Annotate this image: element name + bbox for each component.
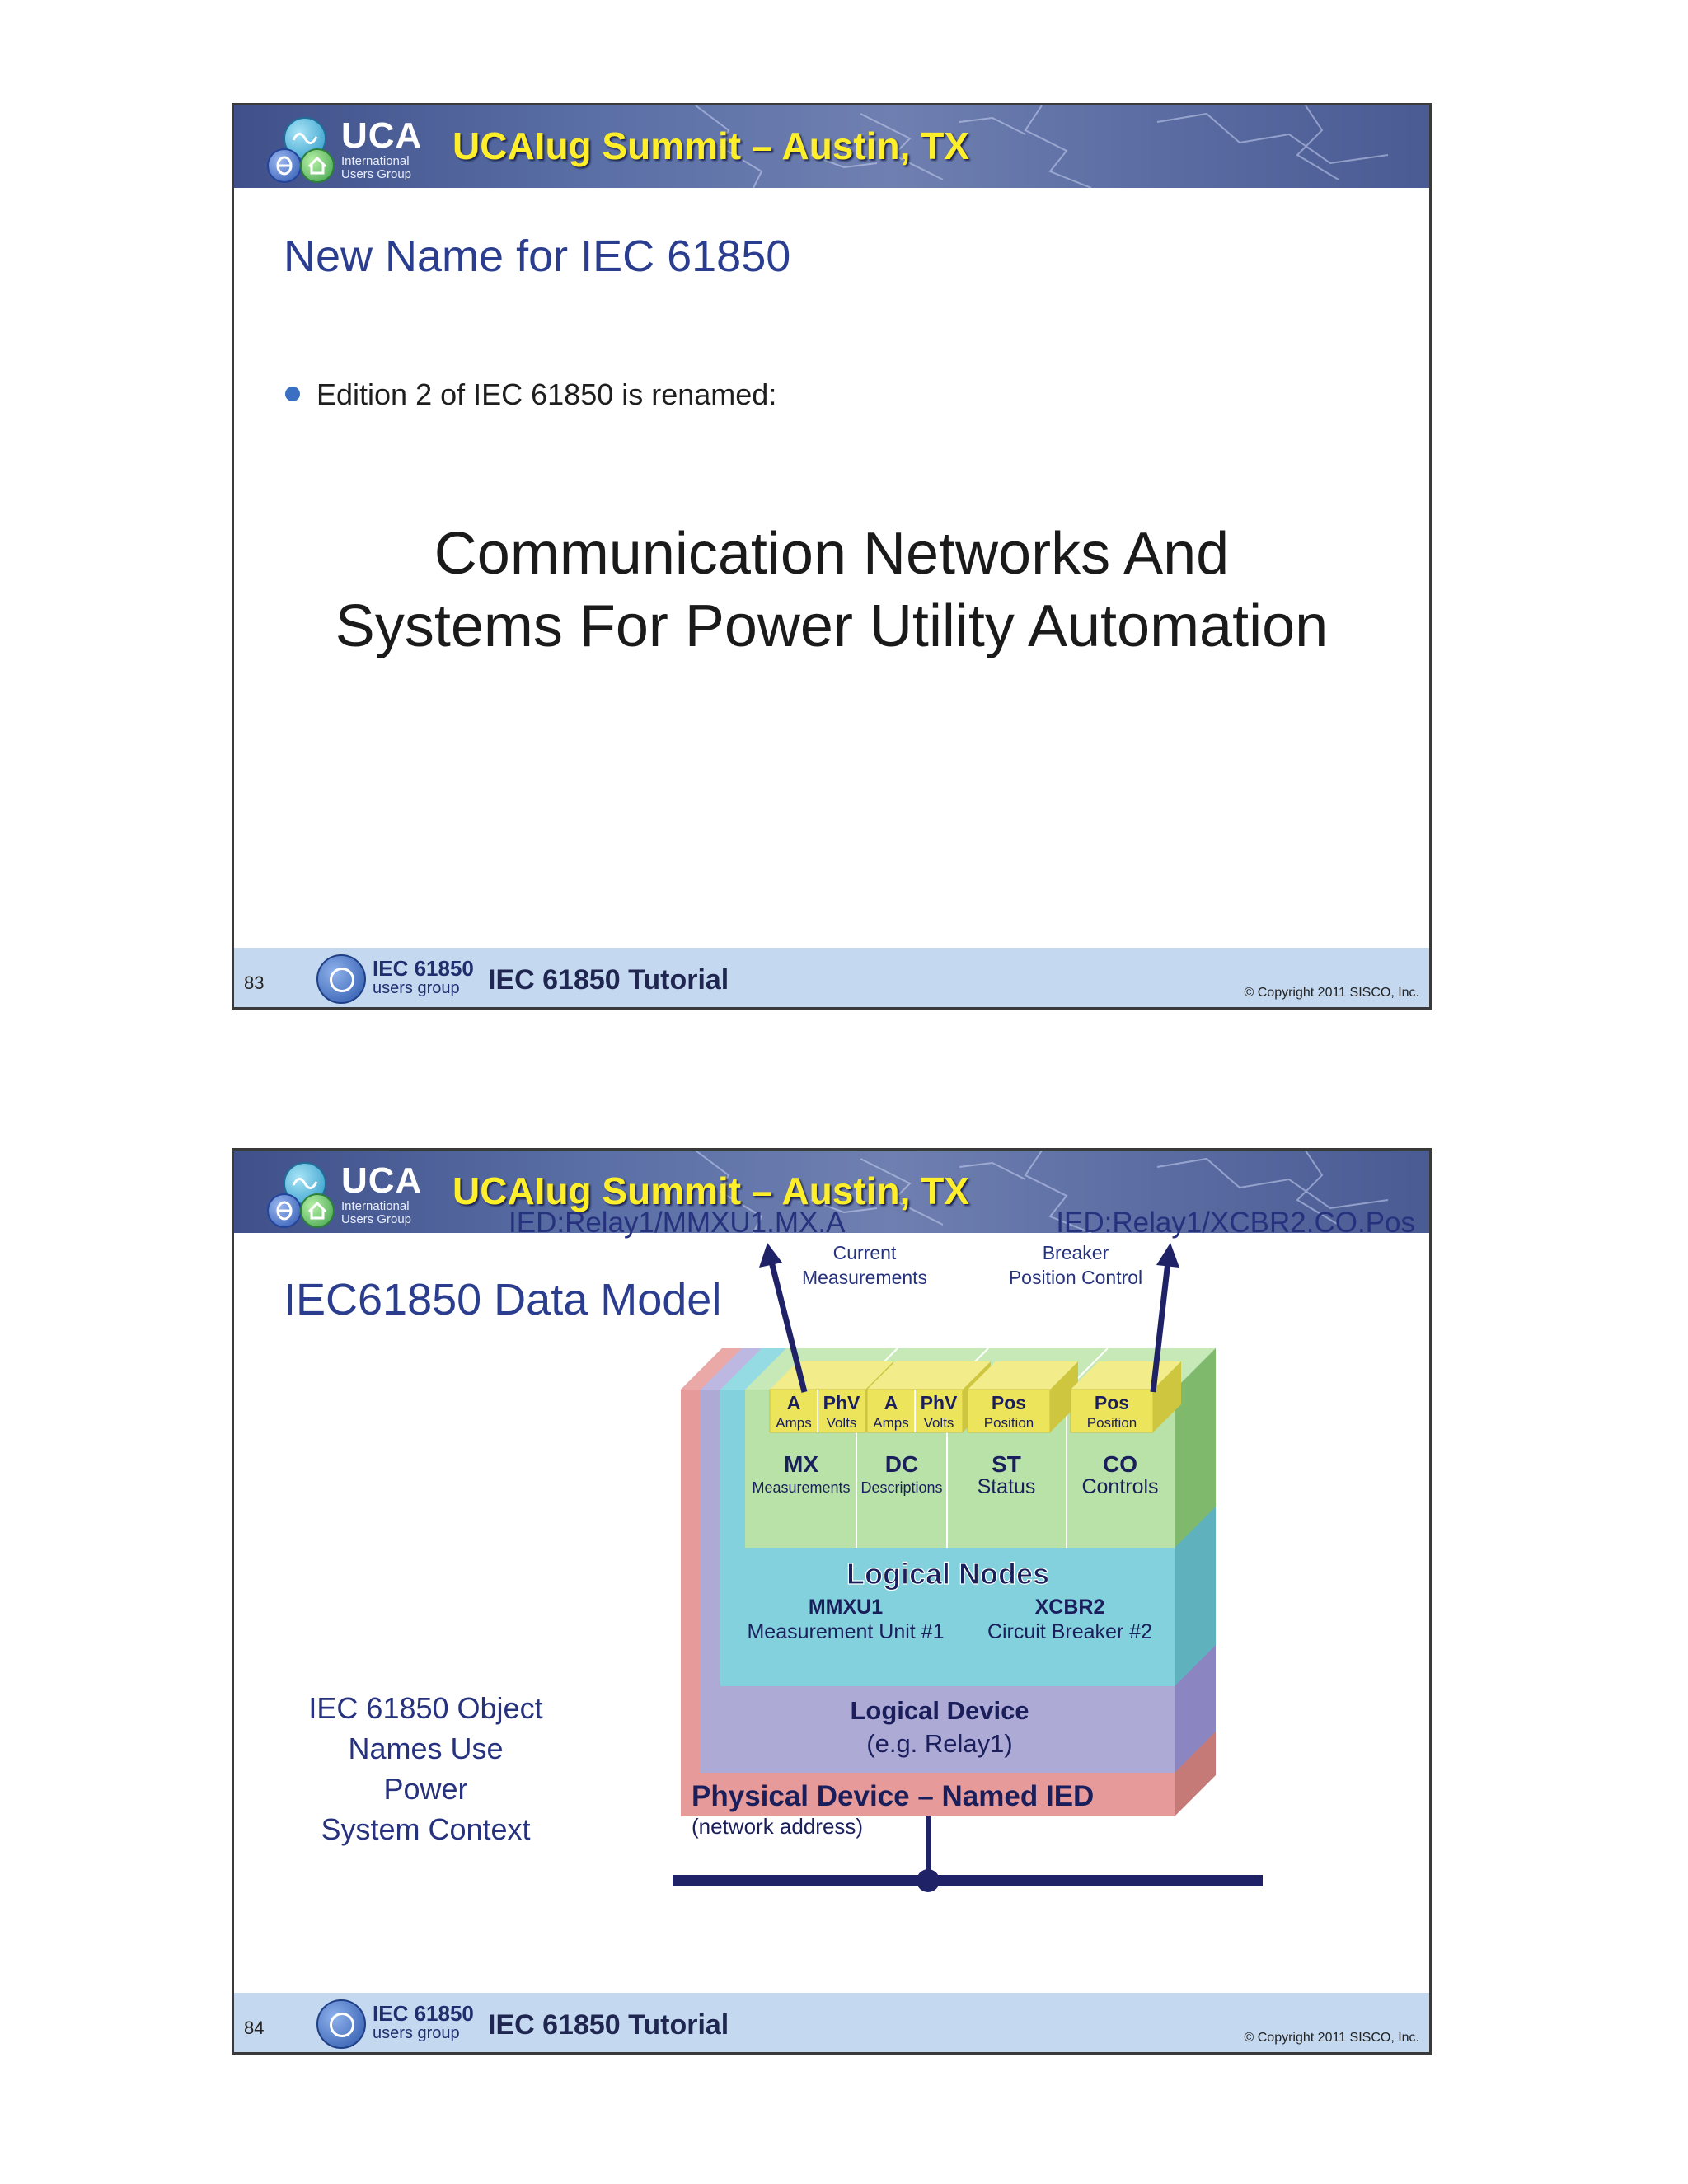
logo-acronym: UCA [341, 115, 423, 156]
banner-title: UCAIug Summit – Austin, TX [452, 124, 969, 167]
item-main: Pos [991, 1392, 1027, 1413]
caption-left-line2: Measurements [801, 1267, 928, 1288]
page-number: 84 [244, 2018, 265, 2038]
copyright: © Copyright 2011 SISCO, Inc. [1244, 2031, 1419, 2045]
logical-device-label: Logical Device [850, 1696, 1029, 1725]
iec-61850-logo-icon [316, 1999, 366, 2049]
logo-line2: Users Group [341, 167, 412, 181]
ln2-label: Circuit Breaker #2 [987, 1620, 1153, 1643]
group-code: DC [884, 1451, 919, 1477]
slide-footer [234, 948, 1429, 1007]
item-sub: Position [983, 1415, 1034, 1431]
caption-left-line1: Current [832, 1242, 897, 1263]
data-model-diagram [234, 1151, 1432, 1998]
uca-logo [267, 112, 440, 183]
reference-left: IED:Relay1/MMXU1.MX.A [509, 1207, 846, 1239]
plug-icon [267, 148, 302, 183]
banner-title: UCAIug Summit – Austin, TX [452, 1169, 969, 1212]
house-icon [300, 148, 335, 183]
new-name-line2: Systems For Power Utility Automation [335, 593, 1329, 659]
bullet-icon [285, 387, 300, 401]
physical-device-sub: (network address) [692, 1814, 864, 1839]
logo-line1: International [341, 1199, 410, 1213]
group-label: Status [977, 1475, 1036, 1498]
slide-84 [232, 1148, 1432, 2055]
item-main: PhV [823, 1392, 860, 1413]
physical-device-label: Physical Device – Named IED [692, 1780, 1095, 1812]
caption-right-line1: Breaker [1042, 1242, 1109, 1263]
footer-logo-title: IEC 61850 [373, 2001, 474, 2026]
item-sub: Volts [826, 1415, 857, 1431]
item-main: A [786, 1392, 801, 1413]
ln1-label: Measurement Unit #1 [747, 1620, 945, 1643]
item-main: A [884, 1392, 898, 1413]
footer-title: IEC 61850 Tutorial [488, 2009, 729, 2041]
group-code: CO [1103, 1451, 1137, 1477]
bullet-item [285, 377, 776, 412]
footer-logo-title: IEC 61850 [373, 956, 474, 981]
side-note-line: System Context [321, 1812, 531, 1846]
side-note-line: Names Use Power [348, 1732, 504, 1806]
logo-line2: Users Group [341, 1212, 412, 1226]
item-main: Pos [1094, 1392, 1130, 1413]
new-name-line1: Communication Networks And [434, 521, 1230, 587]
caption-right-line2: Position Control [1008, 1267, 1143, 1288]
reference-right: IED:Relay1/XCBR2.CO.Pos [1056, 1207, 1415, 1239]
slide-title: New Name for IEC 61850 [284, 232, 791, 281]
logical-device-example: (e.g. Relay1) [866, 1729, 1013, 1758]
iec-61850-logo-icon [316, 954, 366, 1004]
new-standard-name [234, 518, 1429, 663]
ln1-code: MMXU1 [808, 1596, 884, 1619]
group-label: Controls [1081, 1475, 1159, 1498]
group-code: MX [784, 1451, 818, 1477]
item-sub: Volts [923, 1415, 954, 1431]
group-label: Descriptions [860, 1479, 943, 1496]
group-code: ST [992, 1451, 1021, 1477]
item-sub: Position [1086, 1415, 1137, 1431]
footer-logo-subtitle: users group [373, 979, 460, 997]
slide-footer [234, 1993, 1429, 2052]
bullet-text: Edition 2 of IEC 61850 is renamed: [316, 377, 777, 411]
copyright: © Copyright 2011 SISCO, Inc. [1244, 986, 1419, 1000]
group-label: Measurements [752, 1479, 851, 1496]
page-number: 83 [244, 972, 265, 993]
item-main: PhV [920, 1392, 958, 1413]
footer-logo-subtitle: users group [373, 2024, 460, 2042]
logical-nodes-label: Logical Nodes [846, 1557, 1050, 1591]
logo-acronym: UCA [341, 1160, 423, 1201]
ln2-code: XCBR2 [1034, 1596, 1105, 1619]
slide-83 [232, 103, 1432, 1010]
slide-title: IEC61850 Data Model [284, 1275, 722, 1324]
item-sub: Amps [776, 1415, 812, 1431]
logo-subtitle [341, 155, 411, 181]
slide-banner [234, 105, 1429, 188]
logo-line1: International [341, 154, 410, 168]
item-sub: Amps [873, 1415, 909, 1431]
side-note-line: IEC 61850 Object [308, 1691, 543, 1725]
footer-title: IEC 61850 Tutorial [488, 964, 729, 996]
